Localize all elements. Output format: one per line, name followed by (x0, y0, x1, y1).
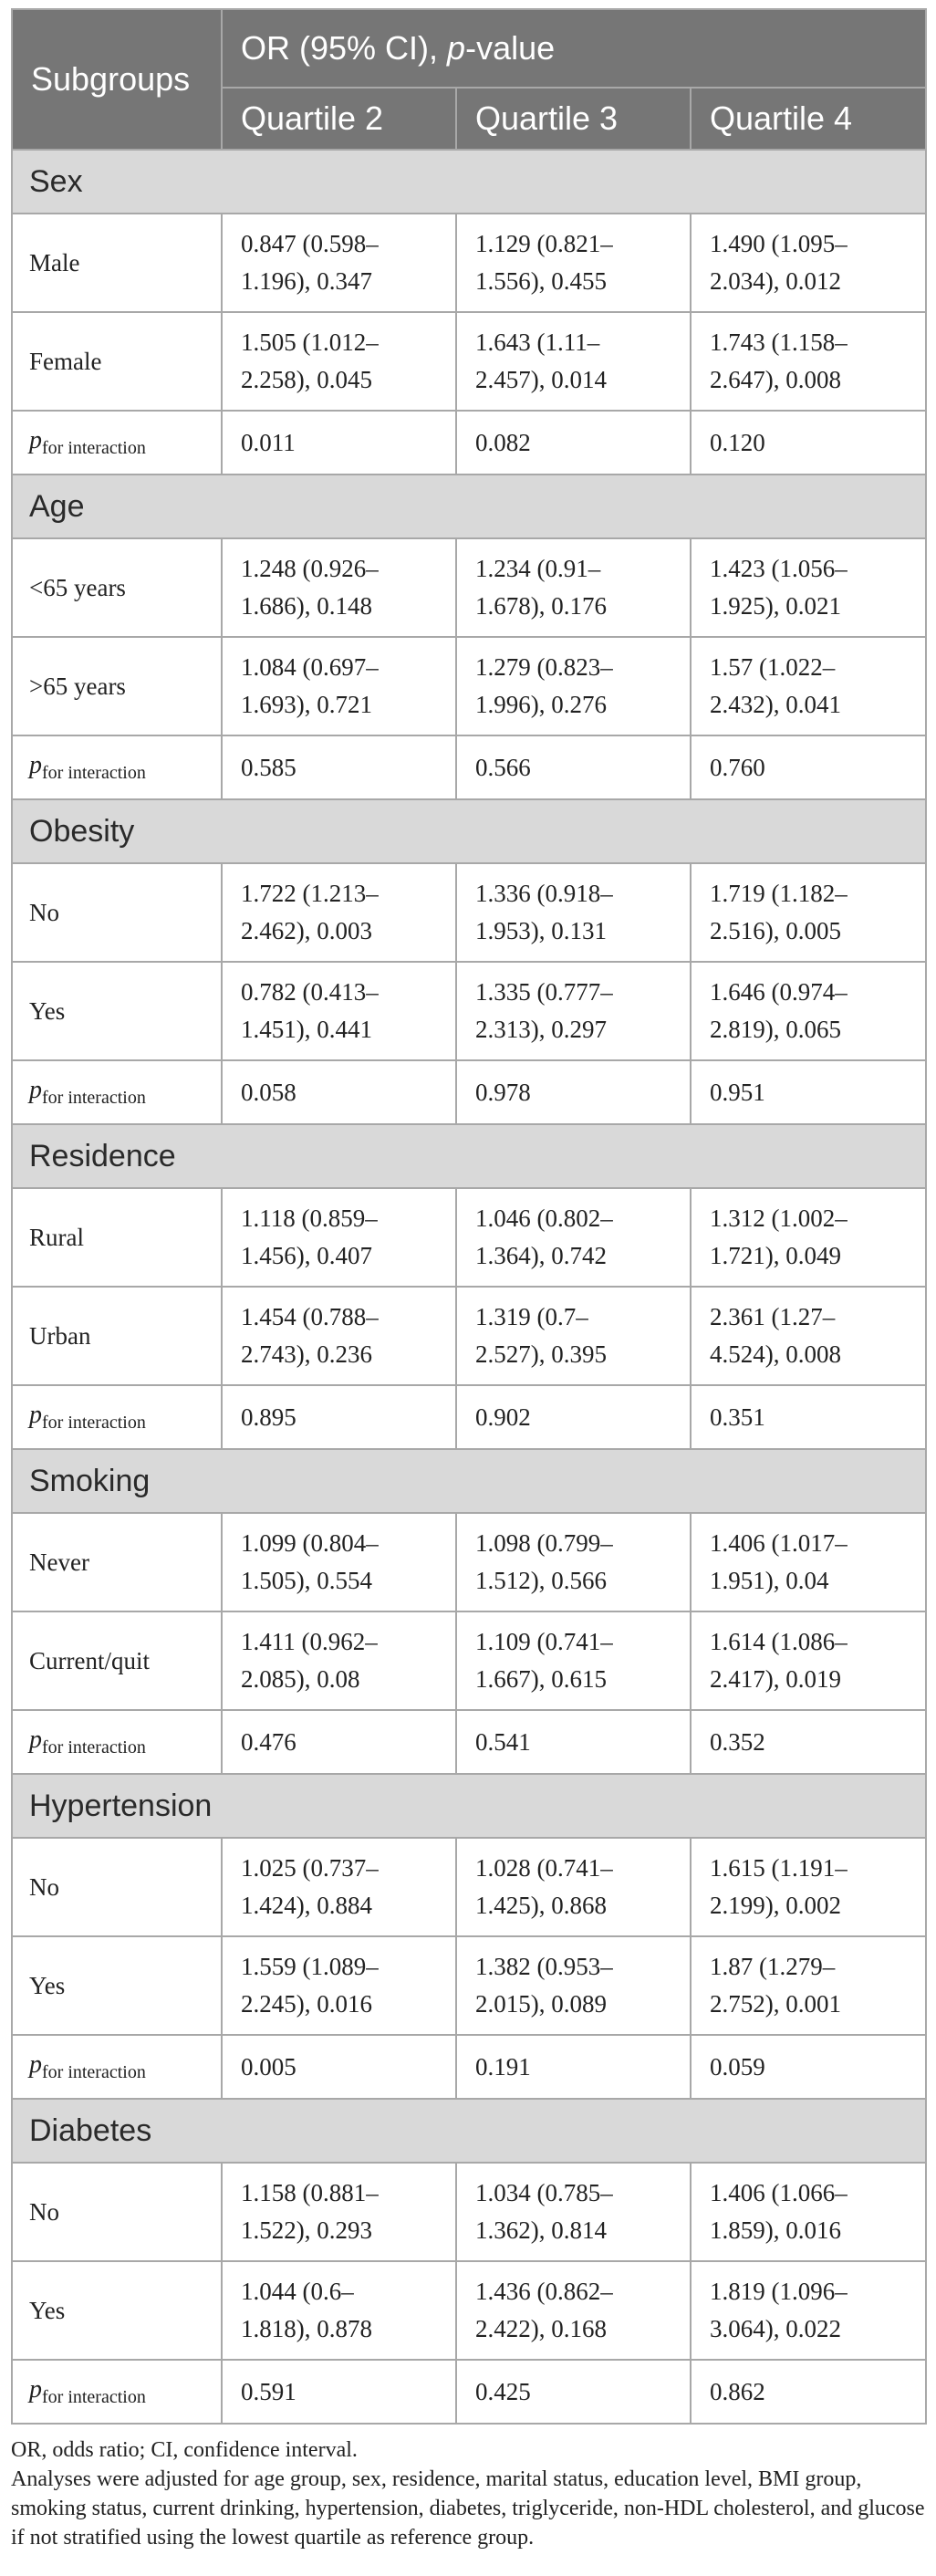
ci-pvalue-line: 2.462), 0.003 (241, 917, 372, 944)
or-ci-line: 1.034 (0.785– (475, 2179, 613, 2206)
p-interaction-q2: 0.895 (222, 1385, 456, 1449)
or-cell-q4 (691, 1513, 926, 1611)
p-symbol: p (29, 1726, 42, 1754)
subgroup-label: >65 years (12, 637, 222, 735)
table-row (12, 214, 926, 312)
or-ci-line: 1.436 (0.862– (475, 2278, 613, 2305)
quartile-3-header: Quartile 3 (456, 88, 691, 150)
ci-pvalue-line: 1.512), 0.566 (475, 1567, 607, 1594)
or-cell-q2 (222, 1188, 456, 1287)
ci-pvalue-line: 1.556), 0.455 (475, 267, 607, 295)
p-interaction-label (12, 2360, 222, 2424)
p-subscript: for interaction (42, 2387, 146, 2407)
or-ci-line: 1.098 (0.799– (475, 1529, 613, 1557)
ci-pvalue-line: 1.667), 0.615 (475, 1665, 607, 1693)
or-cell-q4 (691, 1936, 926, 2035)
subgroup-label: Urban (12, 1287, 222, 1385)
p-interaction-label (12, 1385, 222, 1449)
or-cell-q4 (691, 214, 926, 312)
subgroup-label: No (12, 1838, 222, 1936)
or-ci-line: 1.559 (1.089– (241, 1953, 379, 1980)
or-ci-line: 1.490 (1.095– (710, 230, 848, 257)
p-interaction-q3: 0.978 (456, 1060, 691, 1124)
table-row (12, 1936, 926, 2035)
or-cell-q3 (456, 312, 691, 411)
p-interaction-row (12, 2035, 926, 2099)
table-row (12, 538, 926, 637)
p-interaction-row (12, 1060, 926, 1124)
or-ci-line: 1.614 (1.086– (710, 1628, 848, 1655)
or-ci-line: 1.454 (0.788– (241, 1303, 379, 1330)
or-cell-q3 (456, 2261, 691, 2360)
p-symbol: p (29, 2050, 42, 2079)
or-cell-q3 (456, 1188, 691, 1287)
p-symbol: p (29, 2375, 42, 2404)
subgroup-label: Never (12, 1513, 222, 1611)
p-interaction-q3: 0.566 (456, 735, 691, 799)
subgroup-label: Yes (12, 2261, 222, 2360)
ci-pvalue-line: 2.034), 0.012 (710, 267, 841, 295)
p-interaction-row (12, 735, 926, 799)
or-ci-header (222, 9, 926, 88)
table-footnotes (11, 2435, 928, 2552)
ci-pvalue-line: 1.678), 0.176 (475, 592, 607, 620)
or-ci-line: 1.025 (0.737– (241, 1854, 379, 1882)
or-ci-line: 1.248 (0.926– (241, 555, 379, 582)
p-interaction-q3: 0.082 (456, 411, 691, 475)
or-ci-line: 1.279 (0.823– (475, 653, 613, 681)
or-ci-header-suffix: -value (465, 29, 556, 67)
subgroup-label: No (12, 863, 222, 962)
abbreviation-note: OR, odds ratio; CI, confidence interval. (11, 2438, 358, 2462)
or-ci-line: 1.411 (0.962– (241, 1628, 378, 1655)
or-ci-line: 1.643 (1.11– (475, 329, 600, 356)
p-interaction-q4: 0.351 (691, 1385, 926, 1449)
or-ci-line: 1.044 (0.6– (241, 2278, 354, 2305)
or-ci-line: 1.406 (1.017– (710, 1529, 848, 1557)
ci-pvalue-line: 1.362), 0.814 (475, 2216, 607, 2244)
ci-pvalue-line: 2.422), 0.168 (475, 2315, 607, 2342)
p-interaction-q2: 0.476 (222, 1710, 456, 1774)
ci-pvalue-line: 1.925), 0.021 (710, 592, 841, 620)
or-ci-line: 1.646 (0.974– (710, 978, 848, 1006)
section-row (12, 2099, 926, 2163)
ci-pvalue-line: 1.721), 0.049 (710, 1242, 841, 1269)
ci-pvalue-line: 2.258), 0.045 (241, 366, 372, 393)
p-interaction-q3: 0.902 (456, 1385, 691, 1449)
p-subscript: for interaction (42, 2062, 146, 2082)
quartile-2-header: Quartile 2 (222, 88, 456, 150)
p-interaction-label (12, 411, 222, 475)
p-symbol: p (29, 1401, 42, 1429)
or-ci-line: 1.819 (1.096– (710, 2278, 848, 2305)
or-cell-q4 (691, 1188, 926, 1287)
or-ci-line: 1.129 (0.821– (475, 230, 613, 257)
ci-pvalue-line: 2.015), 0.089 (475, 1990, 607, 2018)
or-cell-q3 (456, 538, 691, 637)
p-interaction-row (12, 2360, 926, 2424)
p-interaction-q4: 0.059 (691, 2035, 926, 2099)
or-cell-q2 (222, 1838, 456, 1936)
or-ci-line: 1.084 (0.697– (241, 653, 379, 681)
subgroups-header: Subgroups (12, 9, 222, 150)
or-ci-line: 2.361 (1.27– (710, 1303, 836, 1330)
or-cell-q2 (222, 214, 456, 312)
or-cell-q2 (222, 962, 456, 1060)
ci-pvalue-line: 2.245), 0.016 (241, 1990, 372, 2018)
or-ci-line: 1.57 (1.022– (710, 653, 836, 681)
p-interaction-q4: 0.120 (691, 411, 926, 475)
p-subscript: for interaction (42, 1088, 146, 1108)
or-cell-q3 (456, 1513, 691, 1611)
or-ci-line: 1.046 (0.802– (475, 1205, 613, 1232)
p-interaction-row (12, 1385, 926, 1449)
ci-pvalue-line: 1.522), 0.293 (241, 2216, 372, 2244)
or-cell-q2 (222, 1287, 456, 1385)
table-row (12, 1838, 926, 1936)
p-interaction-q4: 0.951 (691, 1060, 926, 1124)
or-cell-q2 (222, 312, 456, 411)
ci-pvalue-line: 2.527), 0.395 (475, 1340, 607, 1368)
or-cell-q4 (691, 962, 926, 1060)
table-body (12, 150, 926, 2424)
p-interaction-q3: 0.425 (456, 2360, 691, 2424)
ci-pvalue-line: 1.364), 0.742 (475, 1242, 607, 1269)
ci-pvalue-line: 2.417), 0.019 (710, 1665, 841, 1693)
section-row (12, 799, 926, 863)
or-cell-q4 (691, 2261, 926, 2360)
p-interaction-q2: 0.591 (222, 2360, 456, 2424)
section-title: Sex (12, 150, 926, 214)
table-row (12, 1611, 926, 1710)
table-header-row (12, 9, 926, 88)
table-row (12, 2163, 926, 2261)
section-title: Diabetes (12, 2099, 926, 2163)
section-title: Smoking (12, 1449, 926, 1513)
ci-pvalue-line: 1.693), 0.721 (241, 691, 372, 718)
or-ci-line: 1.234 (0.91– (475, 555, 601, 582)
subgroup-odds-ratio-table (11, 8, 927, 2425)
table-row (12, 2261, 926, 2360)
or-ci-line: 1.615 (1.191– (710, 1854, 848, 1882)
ci-pvalue-line: 1.425), 0.868 (475, 1892, 607, 1919)
or-cell-q3 (456, 2163, 691, 2261)
p-symbol: p (29, 426, 42, 454)
or-ci-line: 1.118 (0.859– (241, 1205, 378, 1232)
subgroup-label: Male (12, 214, 222, 312)
or-ci-line: 1.382 (0.953– (475, 1953, 613, 1980)
quartile-4-header: Quartile 4 (691, 88, 926, 150)
ci-pvalue-line: 1.953), 0.131 (475, 917, 607, 944)
p-interaction-row (12, 411, 926, 475)
subgroup-label: Current/quit (12, 1611, 222, 1710)
or-ci-line: 1.099 (0.804– (241, 1529, 379, 1557)
p-interaction-label (12, 735, 222, 799)
or-ci-line: 1.505 (1.012– (241, 329, 379, 356)
table-row (12, 1513, 926, 1611)
or-cell-q4 (691, 1287, 926, 1385)
table-row (12, 637, 926, 735)
p-interaction-q4: 0.862 (691, 2360, 926, 2424)
or-cell-q4 (691, 863, 926, 962)
ci-pvalue-line: 1.451), 0.441 (241, 1016, 372, 1043)
p-subscript: for interaction (42, 763, 146, 783)
p-symbol: p (29, 751, 42, 779)
p-interaction-q3: 0.541 (456, 1710, 691, 1774)
subgroup-label: Female (12, 312, 222, 411)
or-cell-q2 (222, 2163, 456, 2261)
or-ci-line: 1.406 (1.066– (710, 2179, 848, 2206)
p-interaction-label (12, 1710, 222, 1774)
ci-pvalue-line: 4.524), 0.008 (710, 1340, 841, 1368)
table-row (12, 863, 926, 962)
ci-pvalue-line: 1.996), 0.276 (475, 691, 607, 718)
or-cell-q3 (456, 1611, 691, 1710)
or-ci-line: 1.312 (1.002– (710, 1205, 848, 1232)
section-row (12, 1449, 926, 1513)
or-cell-q4 (691, 2163, 926, 2261)
or-ci-line: 1.109 (0.741– (475, 1628, 613, 1655)
adjustment-note: Analyses were adjusted for age group, sex, residence, marital status, education level, BMI group, smoking status, current drinking, hypertension, diabetes, triglyceride, non-HDL cholesterol, and glucose if not stratified using the lowest quartile as reference group. (11, 2467, 925, 2550)
p-interaction-label (12, 1060, 222, 1124)
p-interaction-label (12, 2035, 222, 2099)
or-cell-q2 (222, 637, 456, 735)
or-ci-header-p: p (447, 29, 466, 67)
or-cell-q4 (691, 1611, 926, 1710)
ci-pvalue-line: 2.457), 0.014 (475, 366, 607, 393)
p-interaction-q2: 0.005 (222, 2035, 456, 2099)
or-ci-line: 1.158 (0.881– (241, 2179, 379, 2206)
p-interaction-q2: 0.585 (222, 735, 456, 799)
or-cell-q4 (691, 1838, 926, 1936)
subgroup-label: No (12, 2163, 222, 2261)
table-row (12, 1188, 926, 1287)
or-ci-line: 0.847 (0.598– (241, 230, 379, 257)
ci-pvalue-line: 2.743), 0.236 (241, 1340, 372, 1368)
or-cell-q3 (456, 214, 691, 312)
or-cell-q2 (222, 2261, 456, 2360)
subgroup-label: Yes (12, 962, 222, 1060)
or-cell-q4 (691, 637, 926, 735)
subgroup-label: Yes (12, 1936, 222, 2035)
p-interaction-row (12, 1710, 926, 1774)
or-ci-line: 0.782 (0.413– (241, 978, 379, 1006)
or-ci-line: 1.87 (1.279– (710, 1953, 836, 1980)
section-row (12, 475, 926, 538)
ci-pvalue-line: 1.505), 0.554 (241, 1567, 372, 1594)
or-cell-q2 (222, 863, 456, 962)
or-cell-q3 (456, 1936, 691, 2035)
section-title: Age (12, 475, 926, 538)
ci-pvalue-line: 2.085), 0.08 (241, 1665, 360, 1693)
ci-pvalue-line: 1.196), 0.347 (241, 267, 372, 295)
or-cell-q3 (456, 1287, 691, 1385)
or-ci-line: 1.336 (0.918– (475, 880, 613, 907)
or-ci-line: 1.722 (1.213– (241, 880, 379, 907)
section-title: Hypertension (12, 1774, 926, 1838)
or-cell-q3 (456, 637, 691, 735)
or-ci-line: 1.319 (0.7– (475, 1303, 588, 1330)
or-cell-q2 (222, 1936, 456, 2035)
p-interaction-q2: 0.011 (222, 411, 456, 475)
ci-pvalue-line: 2.647), 0.008 (710, 366, 841, 393)
p-subscript: for interaction (42, 1737, 146, 1757)
p-interaction-q3: 0.191 (456, 2035, 691, 2099)
section-row (12, 1124, 926, 1188)
ci-pvalue-line: 1.424), 0.884 (241, 1892, 372, 1919)
or-cell-q2 (222, 1513, 456, 1611)
p-symbol: p (29, 1076, 42, 1104)
or-cell-q4 (691, 312, 926, 411)
ci-pvalue-line: 1.951), 0.04 (710, 1567, 829, 1594)
ci-pvalue-line: 2.752), 0.001 (710, 1990, 841, 2018)
p-interaction-q4: 0.760 (691, 735, 926, 799)
p-interaction-q4: 0.352 (691, 1710, 926, 1774)
ci-pvalue-line: 3.064), 0.022 (710, 2315, 841, 2342)
table-row (12, 312, 926, 411)
or-ci-line: 1.743 (1.158– (710, 329, 848, 356)
ci-pvalue-line: 2.819), 0.065 (710, 1016, 841, 1043)
section-title: Residence (12, 1124, 926, 1188)
p-interaction-q2: 0.058 (222, 1060, 456, 1124)
or-cell-q4 (691, 538, 926, 637)
ci-pvalue-line: 2.313), 0.297 (475, 1016, 607, 1043)
ci-pvalue-line: 2.516), 0.005 (710, 917, 841, 944)
or-cell-q3 (456, 1838, 691, 1936)
p-subscript: for interaction (42, 1413, 146, 1433)
ci-pvalue-line: 1.686), 0.148 (241, 592, 372, 620)
section-row (12, 150, 926, 214)
or-ci-line: 1.335 (0.777– (475, 978, 613, 1006)
table-row (12, 962, 926, 1060)
section-title: Obesity (12, 799, 926, 863)
or-cell-q3 (456, 962, 691, 1060)
or-ci-line: 1.423 (1.056– (710, 555, 848, 582)
subgroup-label: <65 years (12, 538, 222, 637)
ci-pvalue-line: 1.456), 0.407 (241, 1242, 372, 1269)
table-row (12, 1287, 926, 1385)
p-subscript: for interaction (42, 438, 146, 458)
ci-pvalue-line: 1.859), 0.016 (710, 2216, 841, 2244)
or-cell-q3 (456, 863, 691, 962)
ci-pvalue-line: 1.818), 0.878 (241, 2315, 372, 2342)
or-ci-header-prefix: OR (95% CI), (241, 29, 448, 67)
or-ci-line: 1.028 (0.741– (475, 1854, 613, 1882)
or-cell-q2 (222, 1611, 456, 1710)
section-row (12, 1774, 926, 1838)
subgroup-label: Rural (12, 1188, 222, 1287)
or-cell-q2 (222, 538, 456, 637)
ci-pvalue-line: 2.432), 0.041 (710, 691, 841, 718)
ci-pvalue-line: 2.199), 0.002 (710, 1892, 841, 1919)
or-ci-line: 1.719 (1.182– (710, 880, 848, 907)
